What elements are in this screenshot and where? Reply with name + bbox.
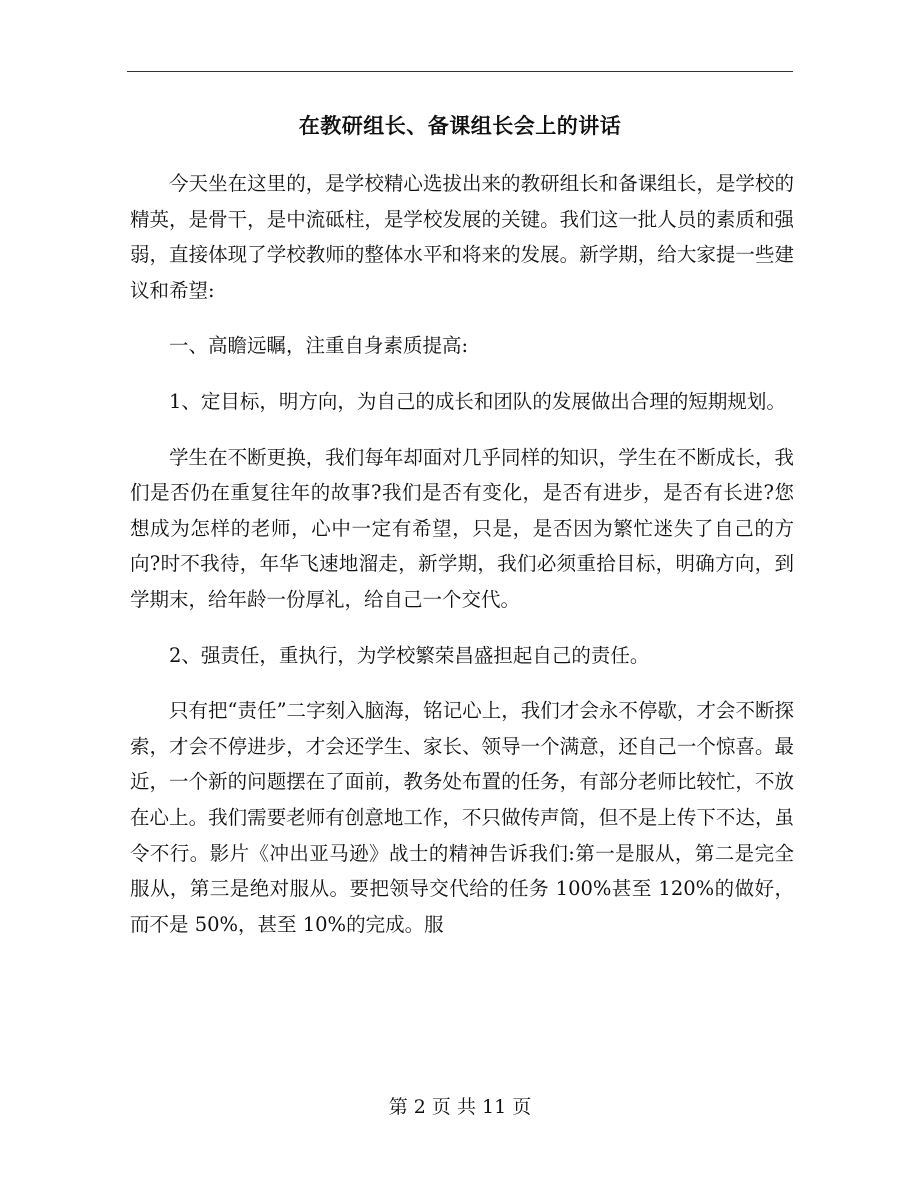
header-rule xyxy=(127,71,793,72)
paragraph-responsibility: 只有把“责任”二字刻入脑海，铭记心上，我们才会永不停歇，才会不断探索，才会不停进步，才会还学生、家长、领导一个满意，还自己一个惊喜。最近，一个新的问题摆在了面前，教务处布置的任务，有部分老师比较忙，不放在心上。我们需要老师有创意地工作，不只做传声筒，但不是上传下不达，虽令不行。影片《冲出亚马逊》战士的精神告诉我们:第一是服从，第二是完全服从，第三是绝对服从。要把领导交代给的任务 100%甚至 120%的做好，而不是 50%，甚至 10%的完成。服 xyxy=(130,699,794,936)
page-number-footer: 第 2 页 共 11 页 xyxy=(388,1096,532,1118)
subheading-1: 1、定目标，明方向，为自己的成长和团队的发展做出合理的短期规划。 xyxy=(169,389,786,413)
paragraph-intro: 今天坐在这里的，是学校精心选拔出来的教研组长和备课组长，是学校的精英，是骨干，是中流砥柱，是学校发展的关键。我们这一批人员的素质和强弱，直接体现了学校教师的整体水平和将来的发展。新学期，给大家提一些建议和希望: xyxy=(130,172,794,302)
document-body xyxy=(130,166,794,962)
subheading-2: 2、强责任，重执行，为学校繁荣昌盛担起自己的责任。 xyxy=(169,643,650,667)
section-heading-1: 一、高瞻远瞩，注重自身素质提高: xyxy=(169,334,469,358)
paragraph-goals: 学生在不断更换，我们每年却面对几乎同样的知识，学生在不断成长，我们是否仍在重复往年的故事?我们是否有变化，是否有进步，是否有长进?您想成为怎样的老师，心中一定有希望，只是，是否因为繁忙迷失了自己的方向?时不我待，年华飞速地溜走，新学期，我们必须重拾目标，明确方向，到学期末，给年龄一份厚礼，给自己一个交代。 xyxy=(130,445,794,611)
document-title: 在教研组长、备课组长会上的讲话 xyxy=(298,113,622,138)
